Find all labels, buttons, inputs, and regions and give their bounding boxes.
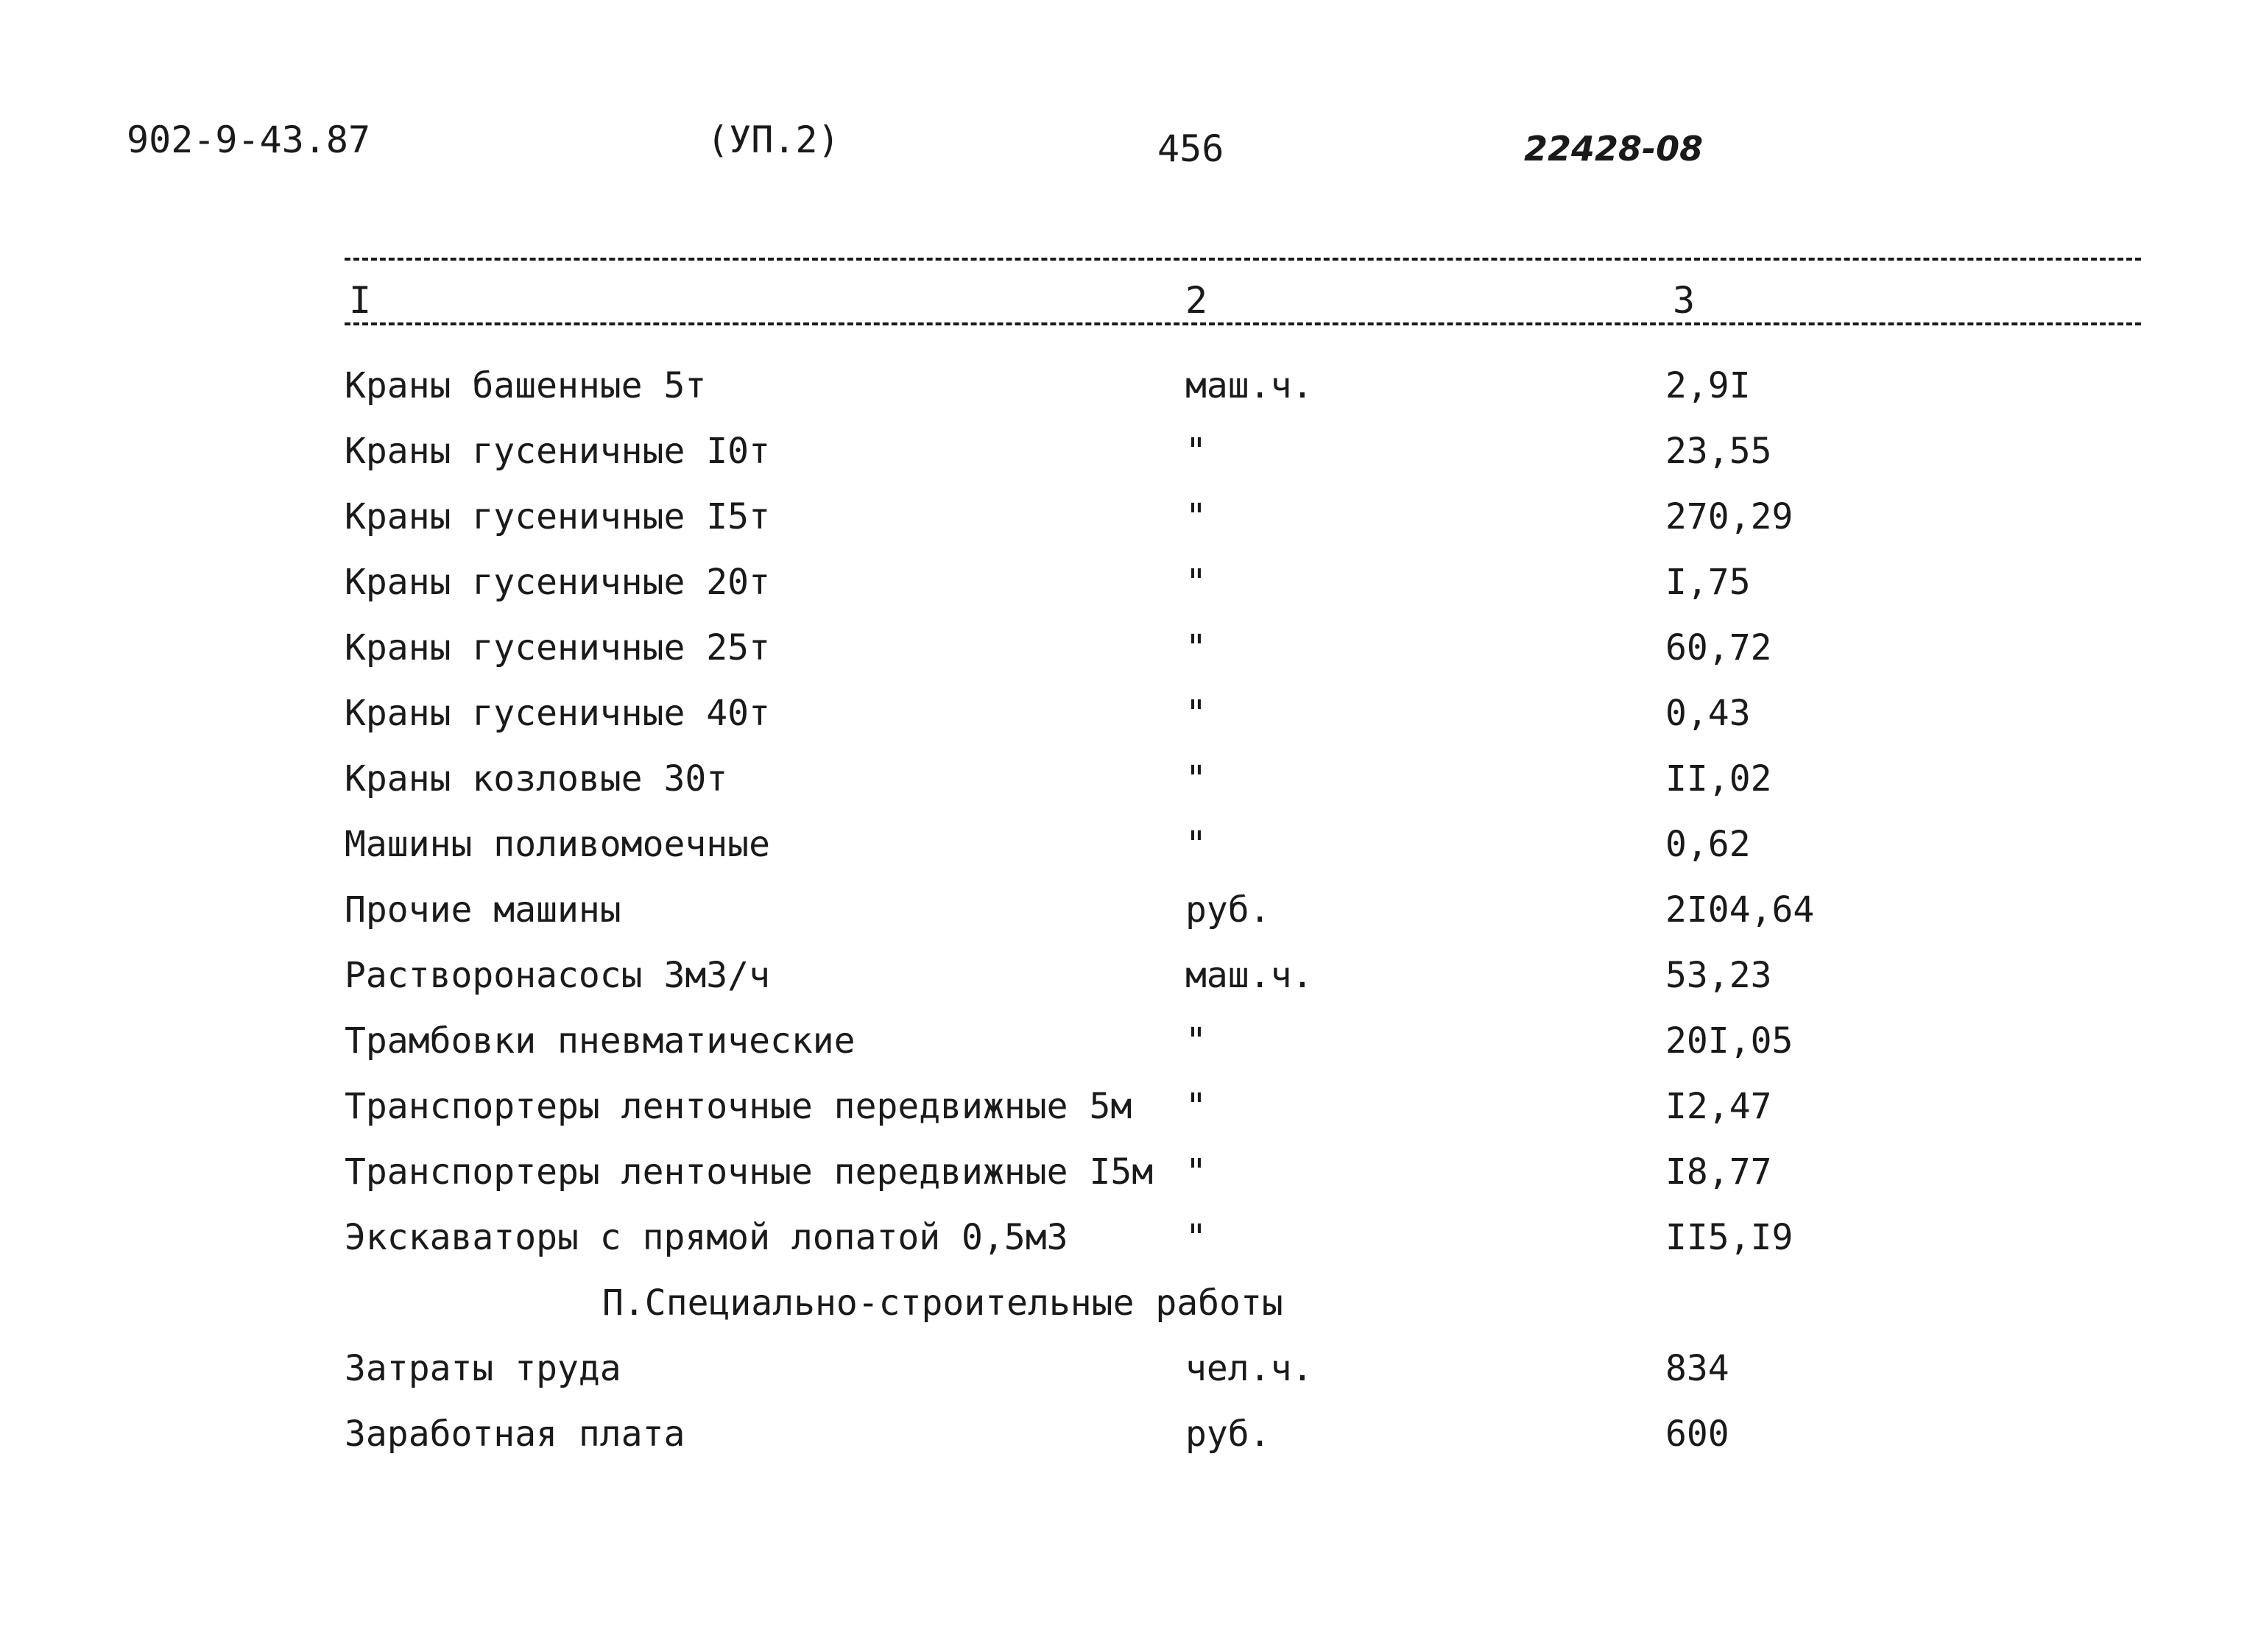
resource-name: Краны гусеничные 25т bbox=[345, 627, 770, 668]
resource-name: Краны козловые 30т bbox=[345, 758, 728, 799]
resource-name: Краны гусеничные I5т bbox=[345, 496, 770, 537]
resource-unit: чел.ч. bbox=[1185, 1348, 1313, 1389]
resource-unit: " bbox=[1185, 824, 1207, 865]
table-row bbox=[0, 953, 2261, 1019]
resource-name: Транспортеры ленточные передвижные 5м bbox=[345, 1086, 1132, 1127]
table-row bbox=[0, 626, 2261, 691]
table-top-rule bbox=[345, 258, 2141, 261]
resource-value: 60,72 bbox=[1665, 627, 1772, 668]
resource-unit: " bbox=[1185, 758, 1207, 799]
resource-value: 2,9I bbox=[1665, 365, 1751, 406]
column-number-3: 3 bbox=[1673, 278, 1702, 322]
resource-name: Краны башенные 5т bbox=[345, 365, 707, 406]
resource-table bbox=[0, 364, 2261, 1478]
resource-value: 834 bbox=[1665, 1348, 1729, 1389]
table-row bbox=[0, 1346, 2261, 1412]
table-row bbox=[0, 560, 2261, 626]
resource-unit: " bbox=[1185, 1151, 1207, 1193]
table-row bbox=[0, 1019, 2261, 1084]
resource-value: 270,29 bbox=[1665, 496, 1793, 537]
resource-name: Заработная плата bbox=[345, 1413, 685, 1455]
resource-name: Краны гусеничные 40т bbox=[345, 693, 770, 734]
table-row bbox=[0, 364, 2261, 429]
table-row bbox=[0, 757, 2261, 822]
table-row bbox=[0, 429, 2261, 495]
resource-unit: маш.ч. bbox=[1185, 365, 1313, 406]
resource-value: 0,62 bbox=[1665, 824, 1751, 865]
resource-unit: " bbox=[1185, 1217, 1207, 1258]
resource-unit: " bbox=[1185, 627, 1207, 668]
resource-unit: руб. bbox=[1185, 1413, 1271, 1455]
resource-value: II,02 bbox=[1665, 758, 1772, 799]
resource-value: I2,47 bbox=[1665, 1086, 1772, 1127]
resource-name: Краны гусеничные 20т bbox=[345, 562, 770, 603]
stamp-number: 22428-08 bbox=[1524, 129, 1704, 169]
resource-name: Прочие машины bbox=[345, 889, 621, 931]
resource-name: Краны гусеничные I0т bbox=[345, 431, 770, 472]
resource-value: II5,I9 bbox=[1665, 1217, 1793, 1258]
resource-unit: руб. bbox=[1185, 889, 1271, 931]
resource-name: Трамбовки пневматические bbox=[345, 1020, 856, 1062]
resource-value: 23,55 bbox=[1665, 431, 1772, 472]
table-row bbox=[0, 1150, 2261, 1215]
resource-unit: маш.ч. bbox=[1185, 955, 1313, 996]
section-title: П.Специально-строительные работы bbox=[602, 1282, 1283, 1324]
resource-value: 600 bbox=[1665, 1413, 1729, 1455]
resource-value: 2I04,64 bbox=[1665, 889, 1815, 931]
resource-name: Транспортеры ленточные передвижные I5м bbox=[345, 1151, 1154, 1193]
column-number-2: 2 bbox=[1185, 278, 1215, 322]
resource-unit: " bbox=[1185, 1020, 1207, 1062]
resource-name: Растворонасосы 3м3/ч bbox=[345, 955, 770, 996]
table-row bbox=[0, 822, 2261, 888]
resource-unit: " bbox=[1185, 693, 1207, 734]
table-row bbox=[0, 691, 2261, 757]
resource-unit: " bbox=[1185, 431, 1207, 472]
table-row bbox=[0, 1412, 2261, 1478]
page-number: 456 bbox=[1157, 127, 1224, 170]
resource-name: Экскаваторы с прямой лопатой 0,5м3 bbox=[345, 1217, 1068, 1258]
resource-value: I8,77 bbox=[1665, 1151, 1772, 1193]
section-heading-row bbox=[0, 1281, 2261, 1346]
resource-unit: " bbox=[1185, 496, 1207, 537]
resource-value: I,75 bbox=[1665, 562, 1751, 603]
resource-value: 20I,05 bbox=[1665, 1020, 1793, 1062]
document-code: 902-9-43.87 bbox=[127, 119, 371, 161]
table-row bbox=[0, 495, 2261, 560]
table-row bbox=[0, 1084, 2261, 1150]
table-header-rule bbox=[345, 322, 2141, 325]
table-row bbox=[0, 888, 2261, 953]
resource-name: Затраты труда bbox=[345, 1348, 621, 1389]
resource-value: 0,43 bbox=[1665, 693, 1751, 734]
resource-value: 53,23 bbox=[1665, 955, 1772, 996]
column-number-1: I bbox=[349, 278, 378, 322]
table-row bbox=[0, 1215, 2261, 1281]
resource-unit: " bbox=[1185, 1086, 1207, 1127]
resource-name: Машины поливомоечные bbox=[345, 824, 770, 865]
resource-unit: " bbox=[1185, 562, 1207, 603]
document-section: (УП.2) bbox=[707, 119, 840, 161]
